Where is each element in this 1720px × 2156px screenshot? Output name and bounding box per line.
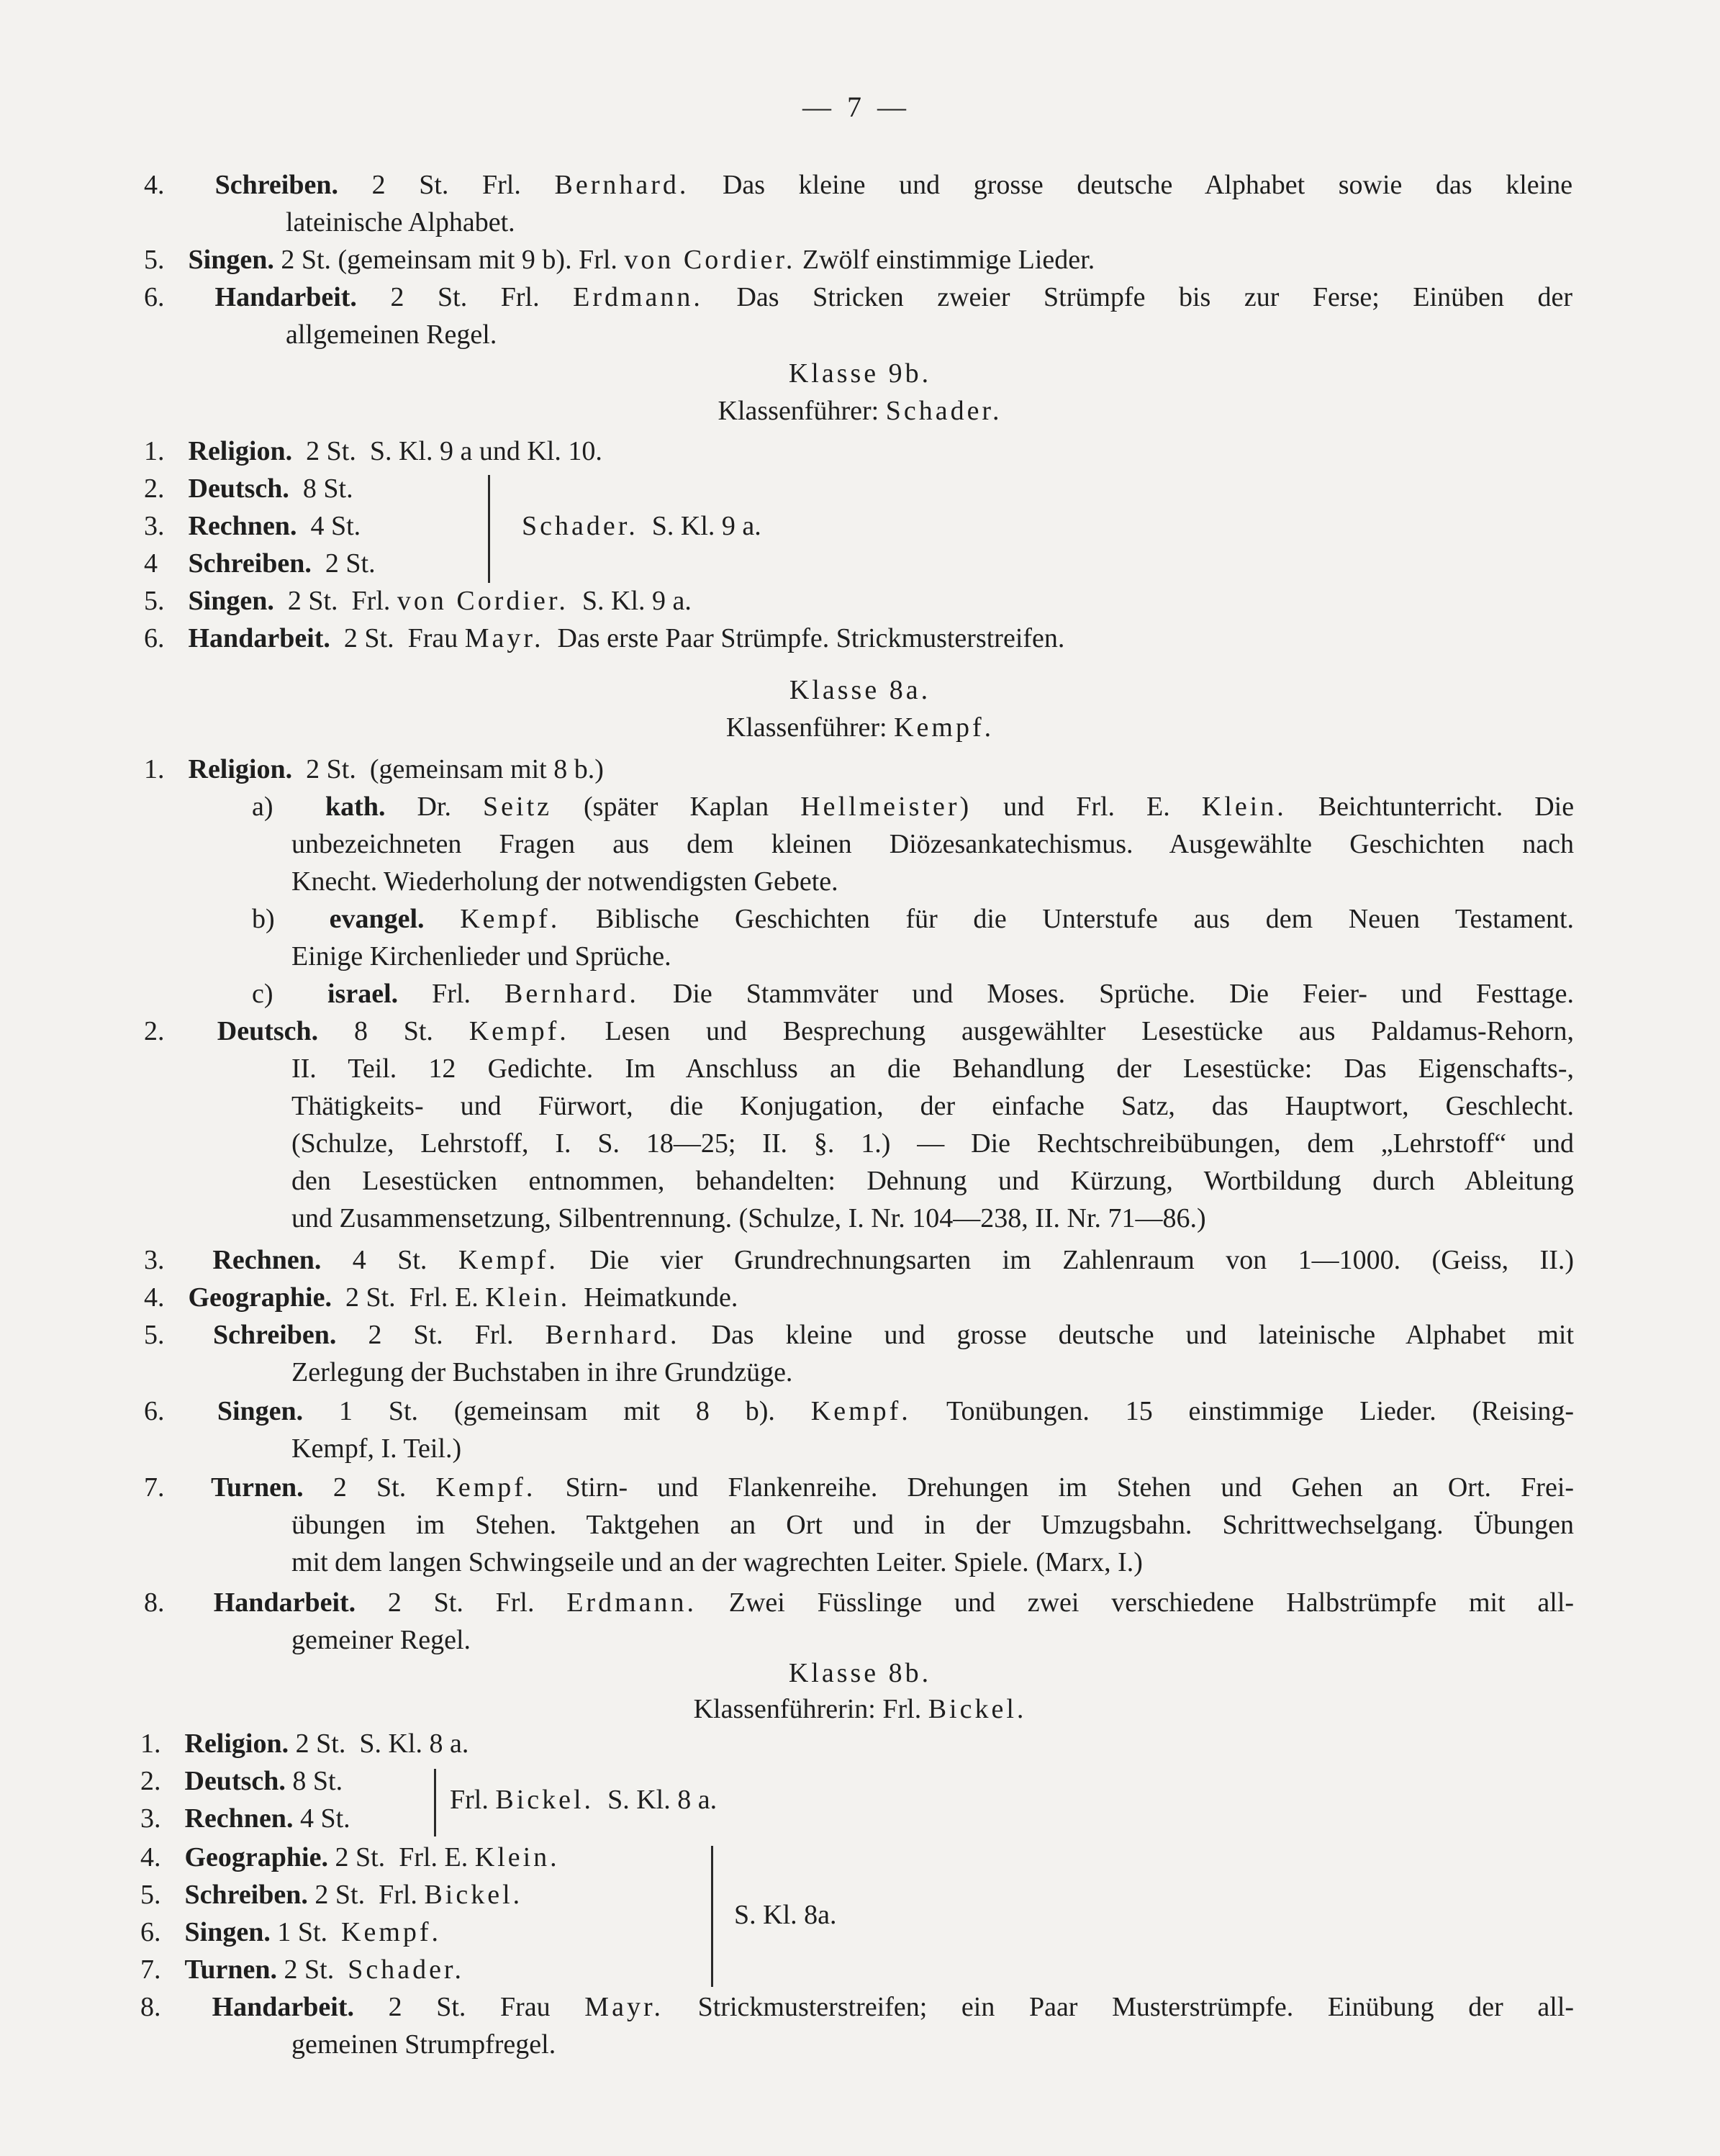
item-9b-singen: 5. Singen. 2 St. Frl. von Cordier. S. Kl. 9 a. <box>144 586 692 616</box>
leader-8b: Klassenführerin: Frl. Bickel. <box>693 1694 1027 1724</box>
item-8a-deutsch-cont: und Zusammensetzung, Silbentrennung. (Schulze, I. Nr. 104—238, II. Nr. 71—86.) <box>291 1203 1206 1233</box>
item-9a-schreiben: 4. Schreiben. 2 St. Frl. Bernhard. Das kleine und grosse deutsche Alphabet sowie das kleine <box>144 170 1573 200</box>
item-8a-religion: 1. Religion. 2 St. (gemeinsam mit 8 b.) <box>144 754 604 784</box>
leader-8a: Klassenführer: Kempf. <box>725 712 995 743</box>
item-8a-religion-c: c) israel. Frl. Bernhard. Die Stammväter und Moses. Sprüche. Die Feier- und Festtage. <box>252 979 1575 1009</box>
heading-klasse-9b: Klasse 9b. <box>788 358 932 389</box>
item-8a-deutsch-cont: den Lesestücken entnommen, behandelten: Dehnung und Kürzung, Wortbildung durch Ableitung <box>291 1166 1574 1196</box>
item-8a-deutsch-cont: (Schulze, Lehrstoff, I. S. 18—25; II. §. 1.) — Die Rechtschreibübungen, dem „Lehrstoff“ und <box>291 1128 1574 1159</box>
item-8a-religion-a-cont1: unbezeichneten Fragen aus dem kleinen Diözesankatechismus. Ausgewählte Geschichten nach <box>291 829 1574 859</box>
item-9b-schreiben: 4 Schreiben. 2 St. <box>144 548 376 579</box>
item-8a-religion-b-cont: Einige Kirchenlieder und Sprüche. <box>291 941 671 971</box>
item-8a-rechnen: 3. Rechnen. 4 St. Kempf. Die vier Grundrechnungsarten im Zahlenraum von 1—1000. (Geiss, II.) <box>144 1245 1575 1275</box>
item-8a-schreiben: 5. Schreiben. 2 St. Frl. Bernhard. Das kleine und grosse deutsche und lateinische Alphabet mit <box>144 1320 1575 1350</box>
item-8a-handarbeit: 8. Handarbeit. 2 St. Frl. Erdmann. Zwei Füsslinge und zwei verschiedene Halbstrümpfe mit all- <box>144 1587 1575 1618</box>
item-8b-handarbeit: 8. Handarbeit. 2 St. Frau Mayr. Strickmusterstreifen; ein Paar Musterstrümpfe. Einübung der all- <box>140 1992 1575 2022</box>
item-8a-deutsch: 2. Deutsch. 8 St. Kempf. Lesen und Besprechung ausgewählter Lesestücke aus Paldamus-Rehorn, <box>144 1016 1575 1046</box>
item-9b-religion: 1. Religion. 2 St. S. Kl. 9 a und Kl. 10. <box>144 436 602 466</box>
item-9b-handarbeit: 6. Handarbeit. 2 St. Frau Mayr. Das erste Paar Strümpfe. Strickmusterstreifen. <box>144 623 1065 653</box>
item-9a-singen: 5. Singen. 2 St. (gemeinsam mit 9 b). Frl. von Cordier. Zwölf einstimmige Lieder. <box>144 245 1095 275</box>
page-number: — 7 — <box>802 91 910 123</box>
item-8b-rechnen: 3. Rechnen. 4 St. <box>140 1803 350 1834</box>
item-8a-deutsch-cont: Thätigkeits- und Fürwort, die Konjugation, der einfache Satz, das Hauptwort, Geschlecht. <box>291 1091 1574 1121</box>
item-8a-turnen: 7. Turnen. 2 St. Kempf. Stirn- und Flankenreihe. Drehungen im Stehen und Gehen an Ort. Frei- <box>144 1472 1575 1503</box>
item-8a-religion-a: a) kath. Dr. Seitz (später Kaplan Hellmeister) und Frl. E. Klein. Beichtunterricht. Die <box>252 792 1575 822</box>
item-8a-singen: 6. Singen. 1 St. (gemeinsam mit 8 b). Kempf. Tonübungen. 15 einstimmige Lieder. (Reising- <box>144 1396 1575 1426</box>
item-8b-geographie: 4. Geographie. 2 St. Frl. E. Klein. <box>140 1842 560 1872</box>
leader-9b: Klassenführer: Schader. <box>718 396 1002 426</box>
item-8a-schreiben-cont: Zerlegung der Buchstaben in ihre Grundzüge. <box>291 1357 793 1387</box>
item-9b-deutsch: 2. Deutsch. 8 St. <box>144 474 353 504</box>
brace-8b-group2 <box>704 1846 713 1987</box>
group-9b-note: Schader. S. Kl. 9 a. <box>522 511 761 541</box>
item-8b-religion: 1. Religion. 2 St. S. Kl. 8 a. <box>140 1729 469 1759</box>
item-9b-rechnen: 3. Rechnen. 4 St. <box>144 511 361 541</box>
item-8b-schreiben: 5. Schreiben. 2 St. Frl. Bickel. <box>140 1880 523 1910</box>
item-8a-turnen-cont: mit dem langen Schwingseile und an der wagrechten Leiter. Spiele. (Marx, I.) <box>291 1547 1143 1577</box>
item-8a-deutsch-cont: II. Teil. 12 Gedichte. Im Anschluss an die Behandlung der Lesestücke: Das Eigenschafts-, <box>291 1054 1574 1084</box>
heading-klasse-8a: Klasse 8a. <box>789 675 931 705</box>
group1-8b-note: Frl. Bickel. S. Kl. 8 a. <box>450 1785 718 1815</box>
item-8b-turnen: 7. Turnen. 2 St. Schader. <box>140 1955 464 1985</box>
item-8b-singen: 6. Singen. 1 St. Kempf. <box>140 1917 442 1947</box>
item-8a-singen-cont: Kempf, I. Teil.) <box>291 1433 462 1464</box>
brace-9b <box>481 475 490 583</box>
item-9a-handarbeit-cont: allgemeinen Regel. <box>286 320 497 350</box>
group2-8b-note: S. Kl. 8a. <box>734 1900 837 1930</box>
item-8a-religion-b: b) evangel. Kempf. Biblische Geschichten für die Unterstufe aus dem Neuen Testament. <box>252 904 1574 934</box>
heading-klasse-8b: Klasse 8b. <box>788 1658 932 1688</box>
item-9a-schreiben-cont: lateinische Alphabet. <box>286 207 515 237</box>
item-8a-handarbeit-cont: gemeiner Regel. <box>291 1625 471 1655</box>
brace-8b-group1 <box>427 1769 436 1836</box>
item-9a-handarbeit: 6. Handarbeit. 2 St. Frl. Erdmann. Das Stricken zweier Strümpfe bis zur Ferse; Einüben der <box>144 282 1572 312</box>
item-8a-religion-a-cont2: Knecht. Wiederholung der notwendigsten Gebete. <box>291 866 838 897</box>
item-8a-turnen-cont: übungen im Stehen. Taktgehen an Ort und in der Umzugsbahn. Schrittwechselgang. Übungen <box>291 1510 1574 1540</box>
item-8b-deutsch: 2. Deutsch. 8 St. <box>140 1766 343 1796</box>
item-8a-geographie: 4. Geographie. 2 St. Frl. E. Klein. Heimatkunde. <box>144 1282 738 1313</box>
item-8b-handarbeit-cont: gemeinen Strumpfregel. <box>291 2029 556 2060</box>
